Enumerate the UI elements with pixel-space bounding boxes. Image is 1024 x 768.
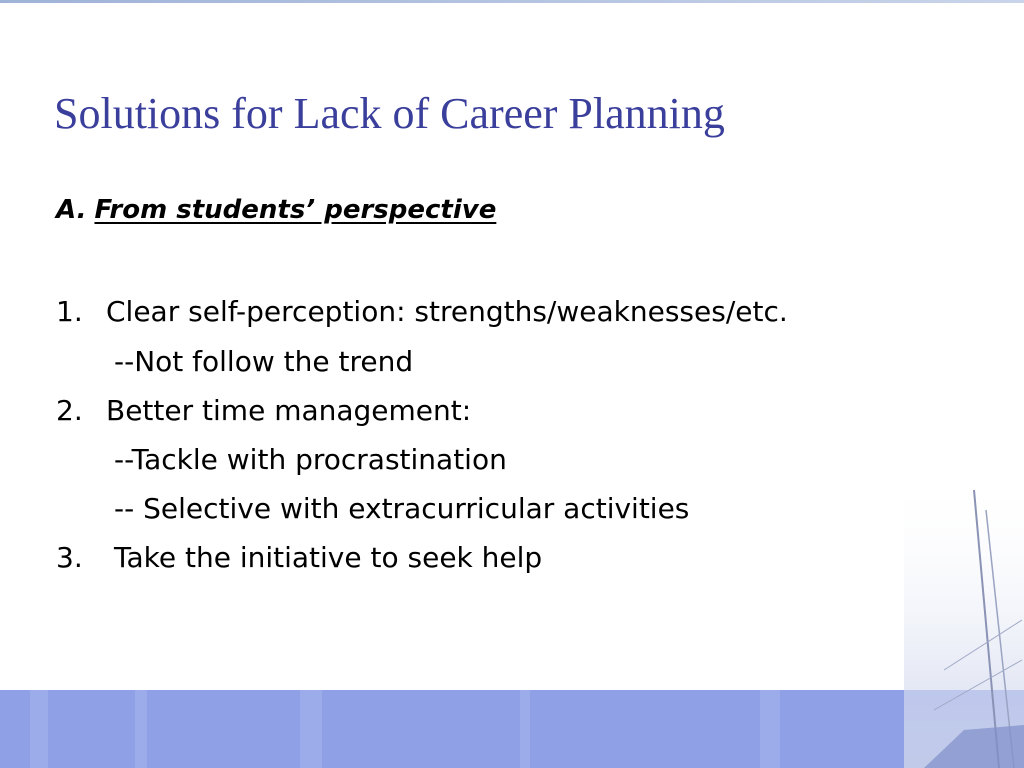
top-rule bbox=[0, 0, 1024, 3]
bottom-banner bbox=[0, 690, 1024, 768]
list-item-text: Take the initiative to seek help bbox=[114, 541, 543, 574]
list-item bbox=[0, 394, 1024, 434]
subheading-marker: A. bbox=[56, 195, 87, 225]
list-item bbox=[0, 541, 1024, 581]
subheading-text: From students’ perspective bbox=[94, 195, 497, 225]
list-item bbox=[0, 295, 1024, 335]
subheading bbox=[56, 195, 496, 225]
list-item-text: -- Selective with extracurricular activities bbox=[114, 492, 690, 525]
list-item-text: --Not follow the trend bbox=[114, 345, 414, 378]
list-item-text: Better time management: bbox=[106, 394, 472, 427]
list-item bbox=[0, 345, 1024, 385]
list-item-text: --Tackle with procrastination bbox=[114, 443, 507, 476]
list-item-number: 2. bbox=[56, 394, 83, 427]
sailboat-decoration-icon bbox=[904, 470, 1024, 768]
list-item-number: 1. bbox=[56, 295, 83, 328]
list-item-number: 3. bbox=[56, 541, 83, 574]
list-item bbox=[0, 492, 1024, 532]
slide-title: Solutions for Lack of Career Planning bbox=[54, 89, 725, 138]
list-item-text: Clear self-perception: strengths/weaknesses/etc. bbox=[106, 295, 788, 328]
list-item bbox=[0, 443, 1024, 483]
